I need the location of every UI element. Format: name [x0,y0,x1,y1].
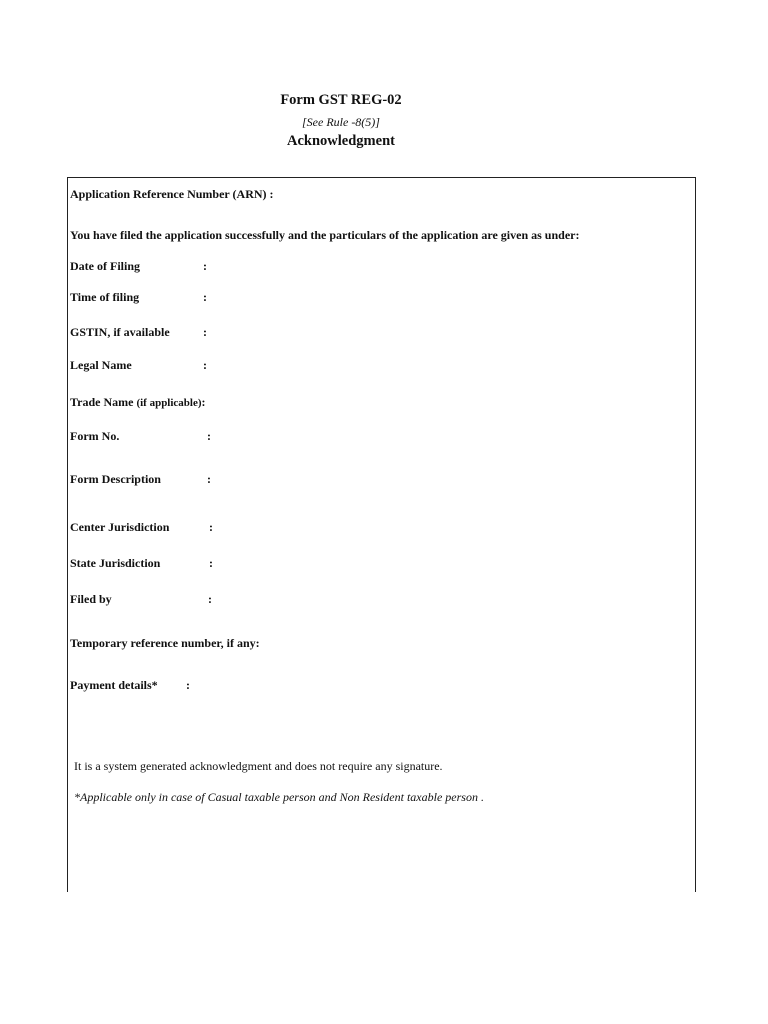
field-label: GSTIN, if available [70,325,170,339]
field-separator: : [209,556,213,570]
field-temporary-reference [70,636,260,651]
field-payment-details [70,678,190,693]
field-label: Temporary reference number, if any: [70,636,260,650]
field-separator: : [201,395,206,409]
applicability-footnote: *Applicable only in case of Casual taxable person and Non Resident taxable person . [74,790,484,804]
field-label: Form Description [70,472,161,486]
field-filed-by [70,592,212,607]
field-separator: : [203,290,207,304]
field-separator: : [208,592,212,606]
field-label: Trade Name [70,395,134,409]
field-separator: : [203,259,207,273]
field-separator: : [207,472,211,486]
field-label-suffix: (if applicable) [136,397,202,409]
field-legal-name [70,358,207,373]
field-label: Legal Name [70,358,132,372]
form-title: Form GST REG-02 [280,92,402,108]
field-center-jurisdiction [70,520,213,535]
field-time-of-filing [70,290,207,305]
field-label: Date of Filing [70,259,140,273]
acknowledgment-title: Acknowledgment [287,133,395,149]
field-label: Center Jurisdiction [70,520,170,534]
field-label: State Jurisdiction [70,556,161,570]
field-gstin [70,325,207,340]
field-trade-name [70,395,206,410]
field-label: Time of filing [70,290,140,304]
rule-reference: [See Rule -8(5)] [302,115,380,129]
field-separator: : [203,358,207,372]
field-label: Form No. [70,429,120,443]
field-label: Payment details* [70,678,158,692]
field-separator: : [203,325,207,339]
arn-label: Application Reference Number (ARN) : [70,187,274,201]
field-form-no [70,429,211,444]
field-separator: : [209,520,213,534]
intro-text: You have filed the application successfully and the particulars of the application are given as under: [70,228,580,242]
field-form-description [70,472,211,487]
field-state-jurisdiction [70,556,213,571]
field-separator: : [186,678,190,692]
system-generated-note: It is a system generated acknowledgment and does not require any signature. [74,759,443,773]
field-separator: : [207,429,211,443]
field-date-of-filing [70,259,207,274]
field-label: Filed by [70,592,112,606]
